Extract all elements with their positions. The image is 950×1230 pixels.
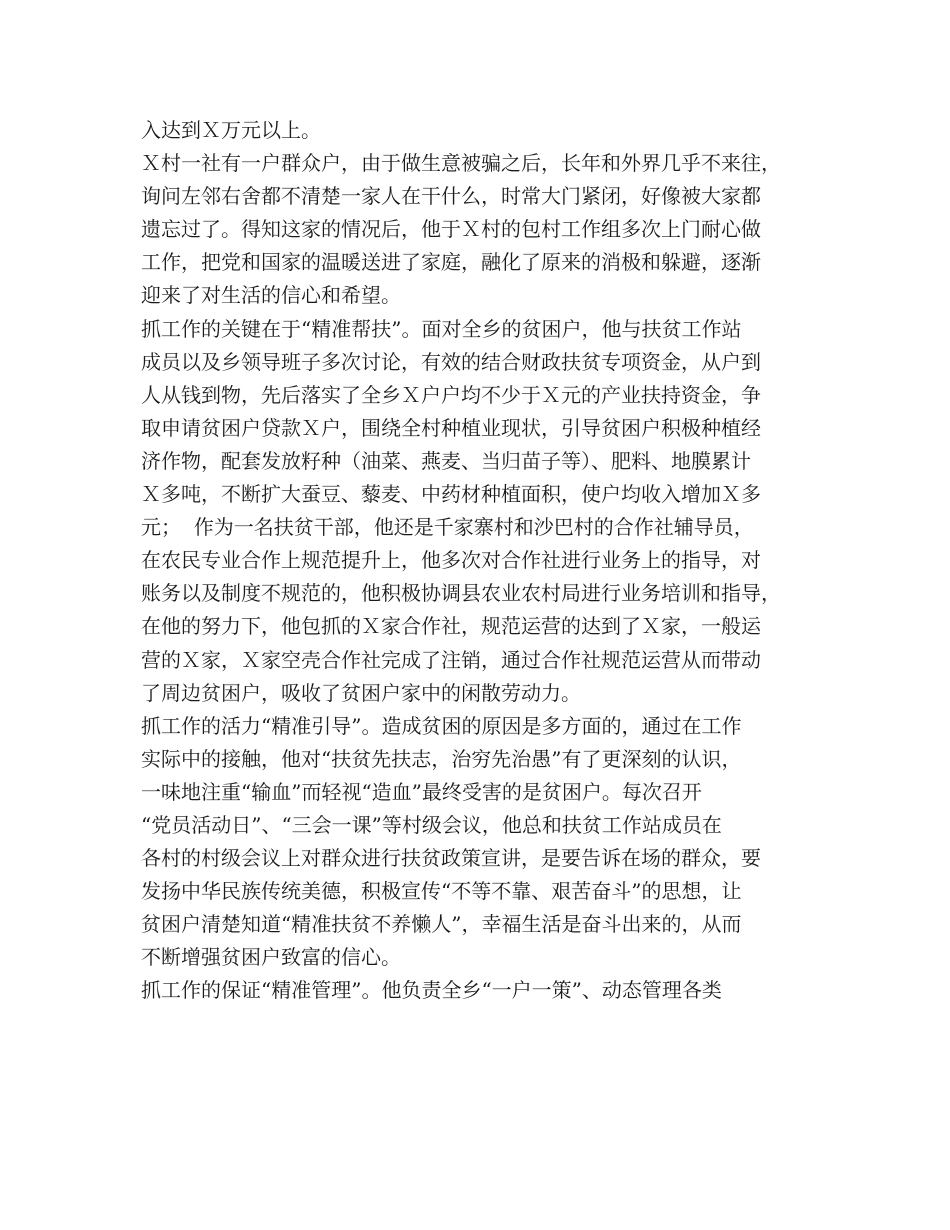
text-line: 在农民专业合作上规范提升上，他多次对合作社进行业务上的指导，对 [141,548,761,573]
text-line: 各村的村级会议上对群众进行扶贫政策宣讲，是要告诉在场的群众，要 [141,846,761,871]
document-body [141,114,821,1008]
text-line: Ｘ多吨，不断扩大蚕豆、藜麦、中药材种植面积，使户均收入增加Ｘ多 [141,482,761,507]
text-line: 取申请贫困户贷款Ｘ户，围绕全村种植业现状，引导贫困户积极种植经 [141,415,761,440]
text-line: 济作物，配套发放籽种（油菜、燕麦、当归苗子等）、肥料、地膜累计 [141,448,751,473]
text-line: 营的Ｘ家，Ｘ家空壳合作社完成了注销，通过合作社规范运营从而带动 [141,647,761,672]
text-line: 不断增强贫困户致富的信心。 [141,945,401,970]
text-line: 了周边贫困户，吸收了贫困户家中的闲散劳动力。 [141,680,581,705]
text-line: 在他的努力下，他包抓的Ｘ家合作社，规范运营的达到了Ｘ家，一般运 [141,614,761,639]
text-line: 抓工作的保证“精准管理”。他负责全乡“一户一策”、动态管理各类 [141,978,722,1003]
text-line: 实际中的接触，他对“扶贫先扶志，治穷先治愚”有了更深刻的认识， [141,746,742,771]
text-line: 迎来了对生活的信心和希望。 [141,283,401,308]
text-line: 贫困户清楚知道“精准扶贫不养懒人”，幸福生活是奋斗出来的，从而 [141,912,742,937]
text-line: 询问左邻右舍都不清楚一家人在干什么，时常大门紧闭，好像被大家都 [141,184,761,209]
text-line: 一味地注重“输血”而轻视“造血”最终受害的是贫困户。每次召开 [141,779,702,804]
text-line: Ｘ村一社有一户群众户，由于做生意被骗之后，长年和外界几乎不来往， [141,151,781,176]
text-line: 人从钱到物，先后落实了全乡Ｘ户户均不少于Ｘ元的产业扶持资金，争 [141,382,761,407]
text-line: 账务以及制度不规范的，他积极协调县农业农村局进行业务培训和指导， [141,581,781,606]
text-line: 入达到Ｘ万元以上。 [141,118,321,142]
text-line: 元； 作为一名扶贫干部，他还是千家寨村和沙巴村的合作社辅导员， [141,515,754,540]
text-line: 抓工作的活力“精准引导”。造成贫困的原因是多方面的，通过在工作 [141,713,742,738]
text-line: 发扬中华民族传统美德，积极宣传“不等不靠、艰苦奋斗”的思想，让 [141,879,742,904]
text-line: 抓工作的关键在于“精准帮扶”。面对全乡的贫困户，他与扶贫工作站 [141,316,742,341]
text-line: 遗忘过了。得知这家的情况后，他于Ｘ村的包村工作组多次上门耐心做 [141,217,761,242]
text-line: 成员以及乡领导班子多次讨论，有效的结合财政扶贫专项资金，从户到 [141,349,761,374]
text-line: “党员活动日”、“三会一课”等村级会议，他总和扶贫工作站成员在 [141,812,722,837]
text-line: 工作，把党和国家的温暖送进了家庭，融化了原来的消极和躲避，逐渐 [141,250,761,275]
